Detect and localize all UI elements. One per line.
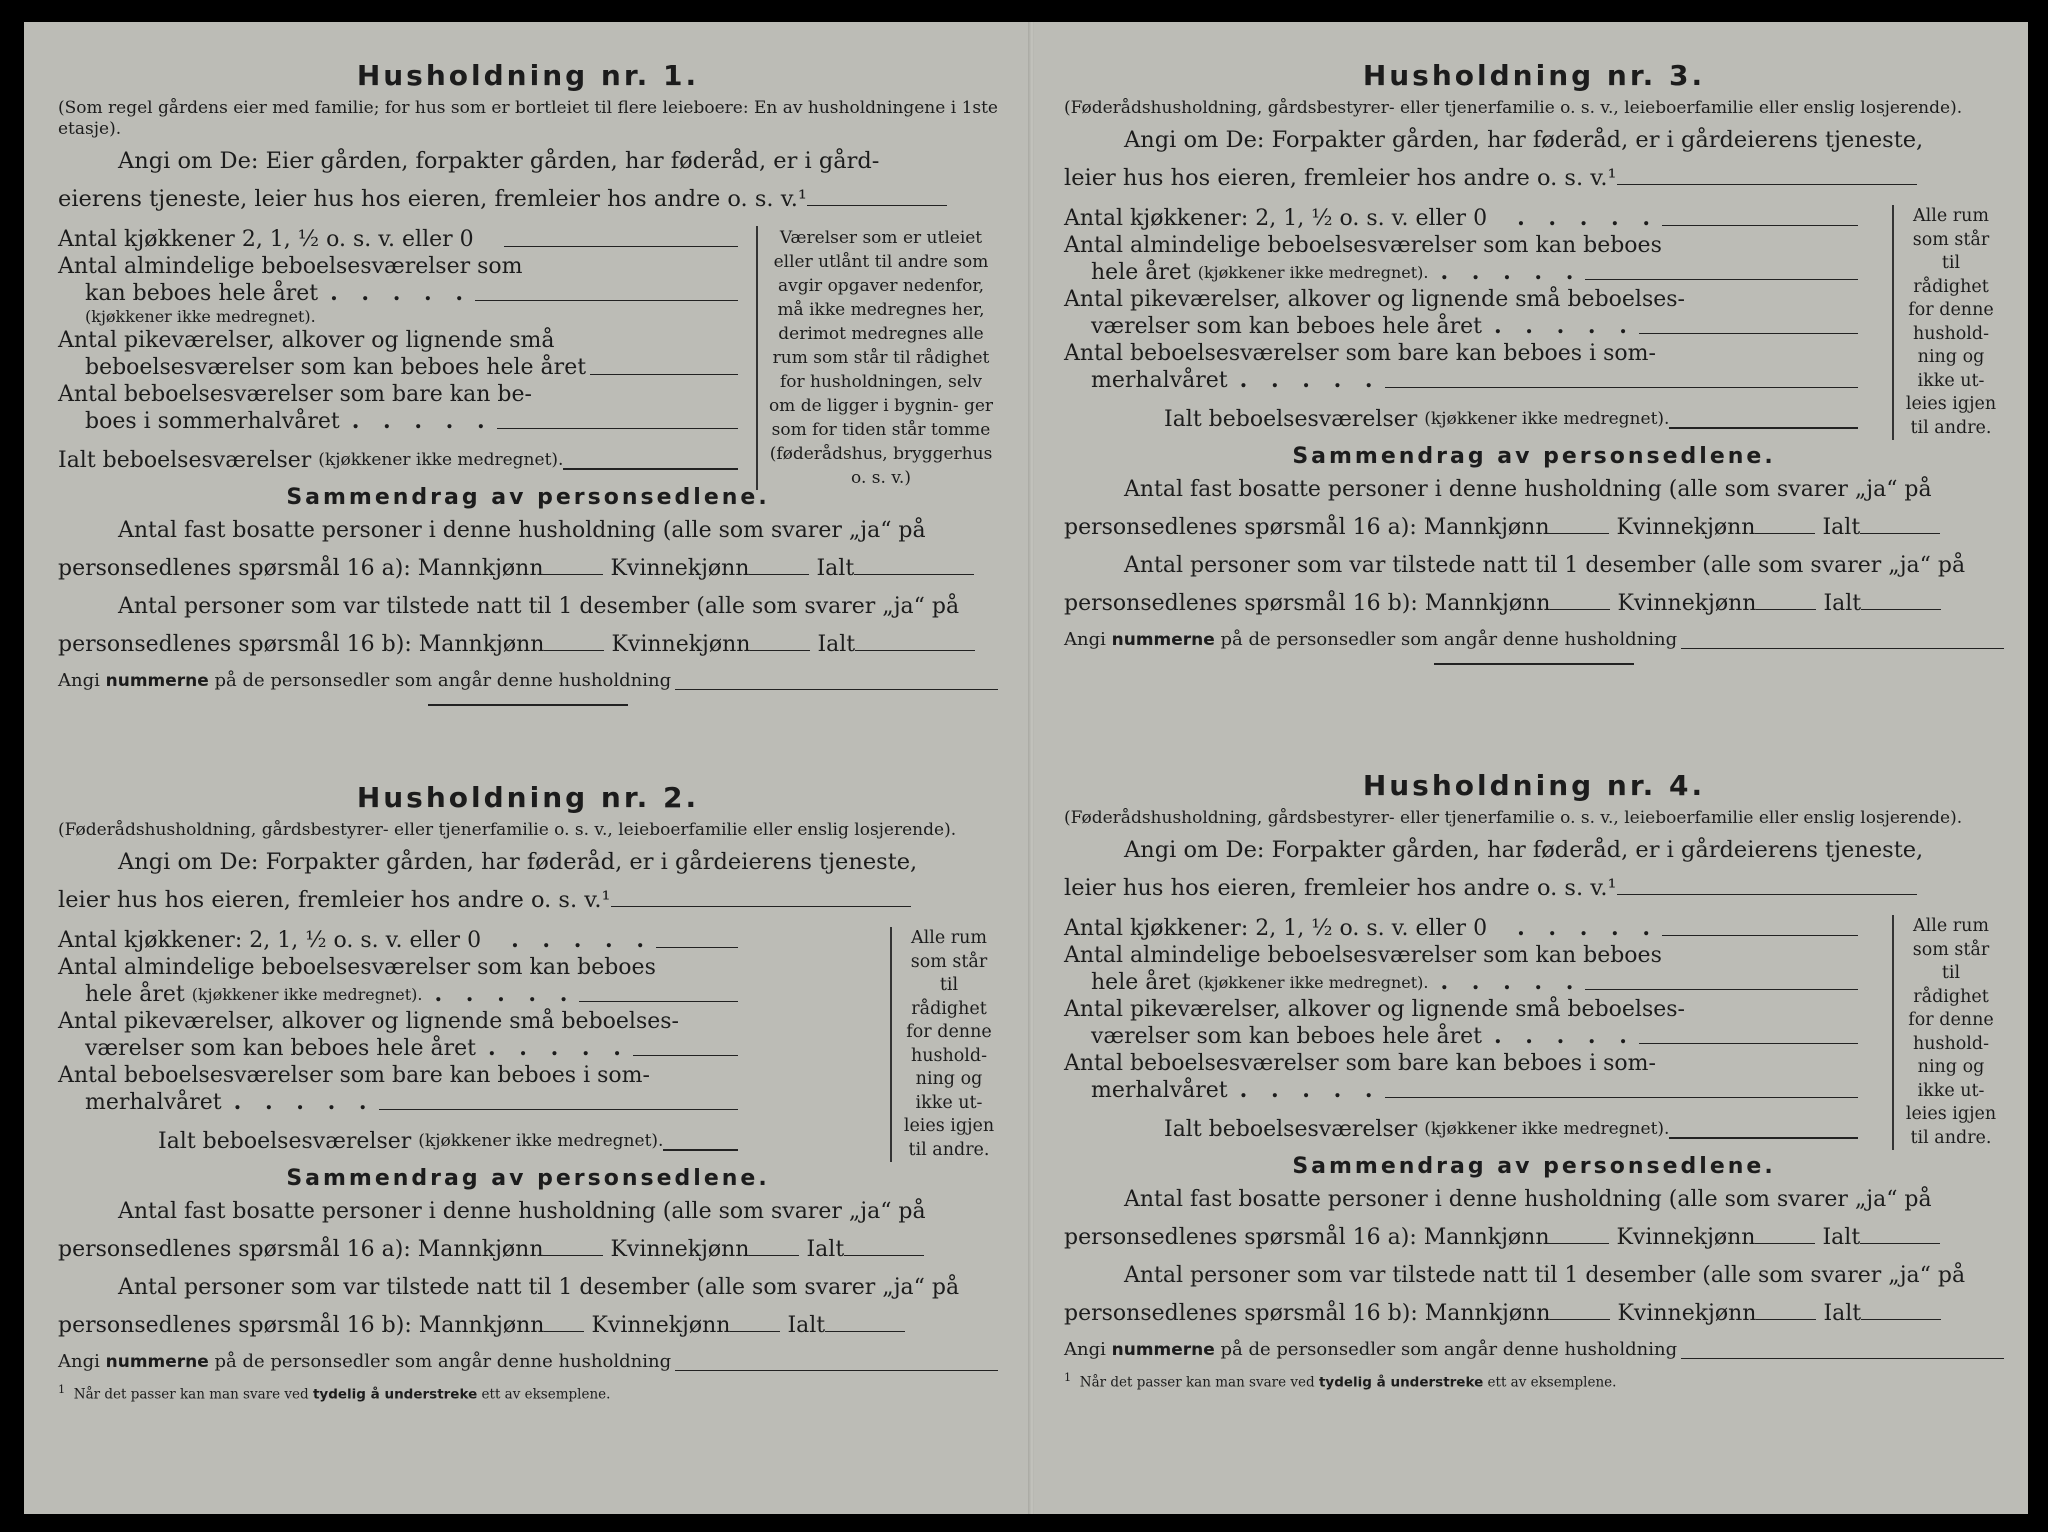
household-2-rooms: Antal kjøkkener: 2, 1, ½ o. s. v. eller 0 . . . . . Antal almindelige beboelsesværelser som kan beboes hele året (kjøkkener ikke medregnet). . . . . . Antal pikeværelser, alkover og lignende små beboelses- værelser som kan beboes hele året . . . . . Antal beboelsesværelser som bare kan beboes i som- merhalvåret . . . . . Ialt beboelsesværelser (kjøkkener ikke medregnet). Alle rum som står til rådighet for denne hushold- ning og ikke ut- leies igjen til andre.: [58, 927, 998, 1155]
household-1-total-rooms-field[interactable]: [563, 460, 738, 470]
h2-resident-female-field[interactable]: [749, 1246, 799, 1256]
footnote: $^1$ Når det passer kan man svare ved tydelig å understreke ett av eksemplene.: [58, 1383, 611, 1403]
h4-present-female-field[interactable]: [1756, 1310, 1816, 1320]
household-3-angi: Angi om De: Forpakter gården, har føderåd, er i gårdeierens tjeneste, leier hus hos eieren, fremleier hos andre o. s. v.¹: [1064, 127, 1924, 191]
h3-resident-male-field[interactable]: [1549, 524, 1609, 534]
household-1-rooms: Antal kjøkkener 2, 1, ½ o. s. v. eller 0 Antal almindelige beboelsesværelser som kan beboes hele året . . . . . (kjøkkener ikke medregnet). Antal pikeværelser, alkover og lignende små beboelsesværelser som kan beboes hele året Antal beboelsesværelser som bare kan be- boes i sommerhalvåret . . . . . Ialt beboelsesværelser (kjøkkener ikke medregnet). Værelser som er utleiet eller utlånt til andre som avgir opgaver nedenfor, må ikke medregnes her, derimot medregnes alle rum som står til rådighet for husholdningen, selv om de ligger i bygnin- ger som for tiden står tomme (føderådshus, bryggerhus o. s. v.): [58, 226, 998, 474]
h3-numbers-field[interactable]: [1681, 639, 2004, 649]
h2-numbers-field[interactable]: [675, 1361, 998, 1371]
h3-present-male-field[interactable]: [1550, 600, 1610, 610]
household-1-status-field[interactable]: [807, 196, 947, 206]
household-3-note: (Føderådshusholdning, gårdsbestyrer- eller tjenerfamilie o. s. v., leieboerfamilie eller enslig losjerende).: [1064, 98, 1963, 118]
separator: [1434, 663, 1634, 665]
household-4-kitchens-field[interactable]: [1662, 926, 1858, 936]
household-2-sidebox: Alle rum som står til rådighet for denne hushold- ning og ikke ut- leies igjen til andre.: [890, 927, 998, 1162]
h4-resident-total-field[interactable]: [1860, 1234, 1940, 1244]
household-1-note: (Som regel gårdens eier med familie; for hus som er bortleiet til flere leieboere: En av husholdningene i 1ste etasje).: [58, 98, 998, 139]
household-2-title: Husholdning nr. 2.: [356, 781, 700, 814]
household-2-note: (Føderådshusholdning, gårdsbestyrer- eller tjenerfamilie o. s. v., leieboerfamilie eller enslig losjerende).: [58, 820, 957, 840]
household-3-rooms: Antal kjøkkener: 2, 1, ½ o. s. v. eller 0 . . . . . Antal almindelige beboelsesværelser som kan beboes hele året (kjøkkener ikke medregnet). . . . . . Antal pikeværelser, alkover og lignende små beboelses- værelser som kan beboes hele året . . . . . Antal beboelsesværelser som bare kan beboes i som- merhalvåret . . . . . Ialt beboelsesværelser (kjøkkener ikke medregnet). Alle rum som står til rådighet for denne hushold- ning og ikke ut- leies igjen til andre.: [1064, 205, 2004, 433]
household-3-summer-rooms-field[interactable]: [1385, 378, 1858, 388]
household-3-ordinary-rooms-field[interactable]: [1585, 270, 1858, 280]
household-2-angi: Angi om De: Forpakter gården, har føderåd, er i gårdeierens tjeneste, leier hus hos eieren, fremleier hos andre o. s. v.¹: [58, 849, 918, 913]
household-3: [1064, 56, 2004, 665]
household-1-sidebox: Værelser som er utleiet eller utlånt til andre som avgir opgaver nedenfor, må ikke medregnes her, derimot medregnes alle rum som står til rådighet for husholdningen, selv om de ligger i bygnin- ger som for tiden står tomme (føderådshus, bryggerhus o. s. v.): [756, 226, 996, 490]
h2-present-female-field[interactable]: [730, 1322, 780, 1332]
household-4-ordinary-rooms-field[interactable]: [1585, 980, 1858, 990]
h1-numbers-field[interactable]: [675, 680, 998, 690]
household-3-title: Husholdning nr. 3.: [1362, 59, 1706, 92]
h2-resident-male-field[interactable]: [543, 1246, 603, 1256]
household-1-summer-rooms-field[interactable]: [497, 419, 738, 429]
h3-resident-total-field[interactable]: [1860, 524, 1940, 534]
household-1-title: Husholdning nr. 1.: [356, 59, 700, 92]
census-form-sheet: [24, 22, 2028, 1514]
h1-resident-total-field[interactable]: [854, 565, 974, 575]
h1-present-total-field[interactable]: [855, 641, 975, 651]
household-3-summary: Sammendrag av personsedlene. Antal fast bosatte personer i denne husholdning (alle som svarer „ja“ på personsedlenes spørsmål 16 a): Mannkjønn Kvinnekjønn Ialt Antal personer som var tilstede natt til 1 desember (alle som svarer „ja“ på personsedlenes spørsmål 16 b): Mannkjønn Kvinnekjønn Ialt Angi nummerne på de personsedler som angår denne husholdning: [1064, 443, 2004, 665]
household-4-sidebox: Alle rum som står til rådighet for denne hushold- ning og ikke ut- leies igjen til andre.: [1892, 915, 2000, 1150]
h3-present-total-field[interactable]: [1861, 600, 1941, 610]
separator: [428, 704, 628, 706]
household-2-status-field[interactable]: [611, 897, 911, 907]
household-2-summary: Sammendrag av personsedlene. Antal fast bosatte personer i denne husholdning (alle som svarer „ja“ på personsedlenes spørsmål 16 a): Mannkjønn Kvinnekjønn Ialt Antal personer som var tilstede natt til 1 desember (alle som svarer „ja“ på personsedlenes spørsmål 16 b): Mannkjønn Kvinnekjønn Ialt Angi nummerne på de personsedler som angår denne husholdning $^1$ Når det passer kan man svare ved tydelig å understreke ett av eksemplene.: [58, 1165, 998, 1404]
h4-resident-male-field[interactable]: [1549, 1234, 1609, 1244]
household-4-note: (Føderådshusholdning, gårdsbestyrer- eller tjenerfamilie o. s. v., leieboerfamilie eller enslig losjerende).: [1064, 808, 1963, 828]
h4-present-male-field[interactable]: [1550, 1310, 1610, 1320]
h3-present-female-field[interactable]: [1756, 600, 1816, 610]
household-1-kitchens-field[interactable]: [504, 237, 738, 247]
h2-resident-total-field[interactable]: [844, 1246, 924, 1256]
h2-present-male-field[interactable]: [544, 1322, 584, 1332]
household-3-small-rooms-field[interactable]: [1639, 324, 1858, 334]
h3-resident-female-field[interactable]: [1755, 524, 1815, 534]
h1-present-female-field[interactable]: [750, 641, 810, 651]
household-3-sidebox: Alle rum som står til rådighet for denne hushold- ning og ikke ut- leies igjen til andre.: [1892, 205, 2000, 440]
household-4-summer-rooms-field[interactable]: [1385, 1088, 1858, 1098]
household-2-summer-rooms-field[interactable]: [379, 1100, 738, 1110]
h1-present-male-field[interactable]: [544, 641, 604, 651]
household-4-status-field[interactable]: [1617, 885, 1917, 895]
household-3-status-field[interactable]: [1617, 175, 1917, 185]
household-2-ordinary-rooms-field[interactable]: [579, 992, 738, 1002]
right-page: [1034, 22, 2028, 1514]
household-2: [58, 778, 998, 1404]
household-4: [1064, 766, 2004, 1392]
household-2-kitchens-field[interactable]: [656, 938, 738, 948]
h1-resident-male-field[interactable]: [543, 565, 603, 575]
household-4-total-rooms-field[interactable]: [1669, 1129, 1858, 1139]
household-1-summary: Sammendrag av personsedlene. Antal fast bosatte personer i denne husholdning (alle som svarer „ja“ på personsedlenes spørsmål 16 a): Mannkjønn Kvinnekjønn Ialt Antal personer som var tilstede natt til 1 desember (alle som svarer „ja“ på personsedlenes spørsmål 16 b): Mannkjønn Kvinnekjønn Ialt Angi nummerne på de personsedler som angår denne husholdning: [58, 484, 998, 706]
household-1-angi: Angi om De: Eier gården, forpakter gården, har føderåd, er i gård- eierens tjeneste, leier hus hos eieren, fremleier hos andre o. s. v.¹: [58, 142, 998, 218]
h1-resident-female-field[interactable]: [749, 565, 809, 575]
household-2-total-rooms-field[interactable]: [663, 1141, 738, 1151]
household-1-small-rooms-field[interactable]: [590, 365, 738, 375]
household-2-small-rooms-field[interactable]: [633, 1046, 738, 1056]
household-1: [58, 56, 998, 706]
household-3-total-rooms-field[interactable]: [1669, 419, 1858, 429]
footnote: $^1$ Når det passer kan man svare ved tydelig å understreke ett av eksemplene.: [1064, 1371, 1617, 1391]
household-4-angi: Angi om De: Forpakter gården, har føderåd, er i gårdeierens tjeneste, leier hus hos eieren, fremleier hos andre o. s. v.¹: [1064, 837, 1924, 901]
h4-resident-female-field[interactable]: [1755, 1234, 1815, 1244]
h4-present-total-field[interactable]: [1861, 1310, 1941, 1320]
household-4-title: Husholdning nr. 4.: [1362, 769, 1706, 802]
household-4-rooms: Antal kjøkkener: 2, 1, ½ o. s. v. eller 0 . . . . . Antal almindelige beboelsesværelser som kan beboes hele året (kjøkkener ikke medregnet). . . . . . Antal pikeværelser, alkover og lignende små beboelses- værelser som kan beboes hele året . . . . . Antal beboelsesværelser som bare kan beboes i som- merhalvåret . . . . . Ialt beboelsesværelser (kjøkkener ikke medregnet). Alle rum som står til rådighet for denne hushold- ning og ikke ut- leies igjen til andre.: [1064, 915, 2004, 1143]
household-4-small-rooms-field[interactable]: [1639, 1034, 1858, 1044]
household-1-ordinary-rooms-field[interactable]: [475, 291, 738, 301]
household-3-kitchens-field[interactable]: [1662, 216, 1858, 226]
household-4-summary: Sammendrag av personsedlene. Antal fast bosatte personer i denne husholdning (alle som svarer „ja“ på personsedlenes spørsmål 16 a): Mannkjønn Kvinnekjønn Ialt Antal personer som var tilstede natt til 1 desember (alle som svarer „ja“ på personsedlenes spørsmål 16 b): Mannkjønn Kvinnekjønn Ialt Angi nummerne på de personsedler som angår denne husholdning $^1$ Når det passer kan man svare ved tydelig å understreke ett av eksemplene.: [1064, 1153, 2004, 1392]
h4-numbers-field[interactable]: [1681, 1349, 2004, 1359]
left-page: [24, 22, 1030, 1514]
h2-present-total-field[interactable]: [825, 1322, 905, 1332]
